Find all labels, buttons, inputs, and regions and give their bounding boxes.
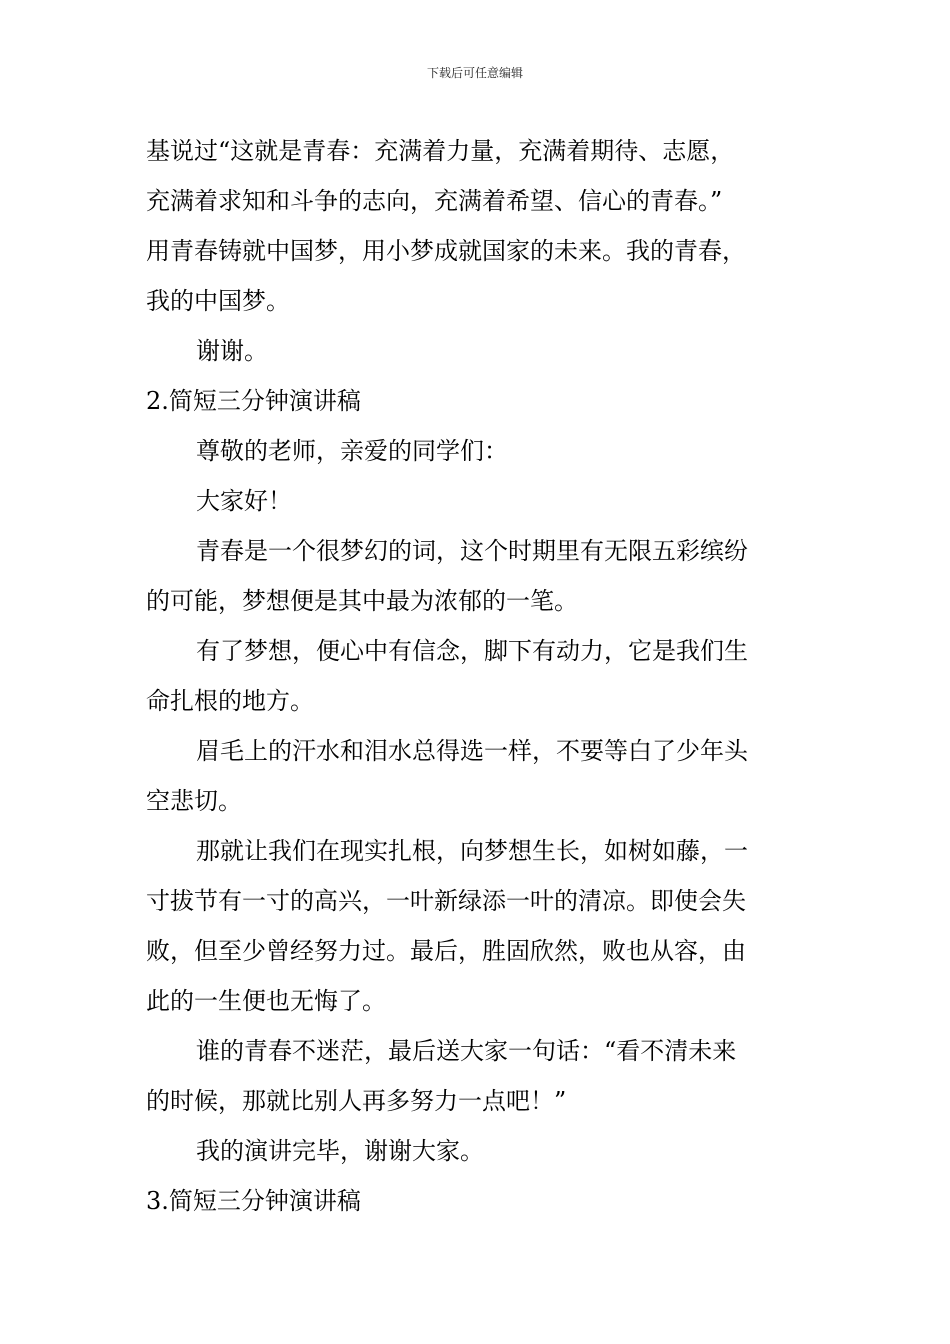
paragraph-line: 尊敬的老师，亲爱的同学们：	[196, 437, 508, 465]
paragraph-line: 我的中国梦。	[146, 287, 290, 315]
document-body	[146, 126, 814, 1226]
section-heading: 2.简短三分钟演讲稿	[146, 387, 361, 415]
paragraph-line: 大家好！	[196, 487, 292, 515]
paragraph-line: 败，但至少曾经努力过。最后，胜固欣然，败也从容，由	[146, 937, 746, 965]
page-header: 下载后可任意编辑	[426, 66, 523, 80]
paragraph-line: 那就让我们在现实扎根，向梦想生长，如树如藤，一	[196, 837, 748, 865]
paragraph-line: 命扎根的地方。	[146, 687, 314, 715]
paragraph-line: 眉毛上的汗水和泪水总得选一样，不要等白了少年头	[196, 737, 748, 765]
paragraph-line: 基说过“这就是青春：充满着力量，充满着期待、志愿，	[146, 137, 735, 165]
section-heading: 3.简短三分钟演讲稿	[146, 1187, 361, 1215]
paragraph-line: 的可能，梦想便是其中最为浓郁的一笔。	[146, 587, 578, 615]
paragraph-line: 青春是一个很梦幻的词，这个时期里有无限五彩缤纷	[196, 537, 748, 565]
paragraph-line: 谁的青春不迷茫，最后送大家一句话：“看不清未来	[196, 1037, 737, 1065]
paragraph-line: 的时候，那就比别人再多努力一点吧！”	[146, 1087, 567, 1115]
paragraph-line: 此的一生便也无悔了。	[146, 987, 386, 1015]
paragraph-line: 空悲切。	[146, 787, 242, 815]
paragraph-line: 用青春铸就中国梦，用小梦成就国家的未来。我的青春，	[146, 237, 746, 265]
paragraph-line: 谢谢。	[196, 337, 268, 365]
paragraph-line: 寸拔节有一寸的高兴，一叶新绿添一叶的清凉。即使会失	[146, 887, 746, 915]
paragraph-line: 有了梦想，便心中有信念，脚下有动力，它是我们生	[196, 637, 748, 665]
paragraph-line: 我的演讲完毕，谢谢大家。	[196, 1137, 484, 1165]
paragraph-line: 充满着求知和斗争的志向，充满着希望、信心的青春。”	[146, 187, 723, 215]
